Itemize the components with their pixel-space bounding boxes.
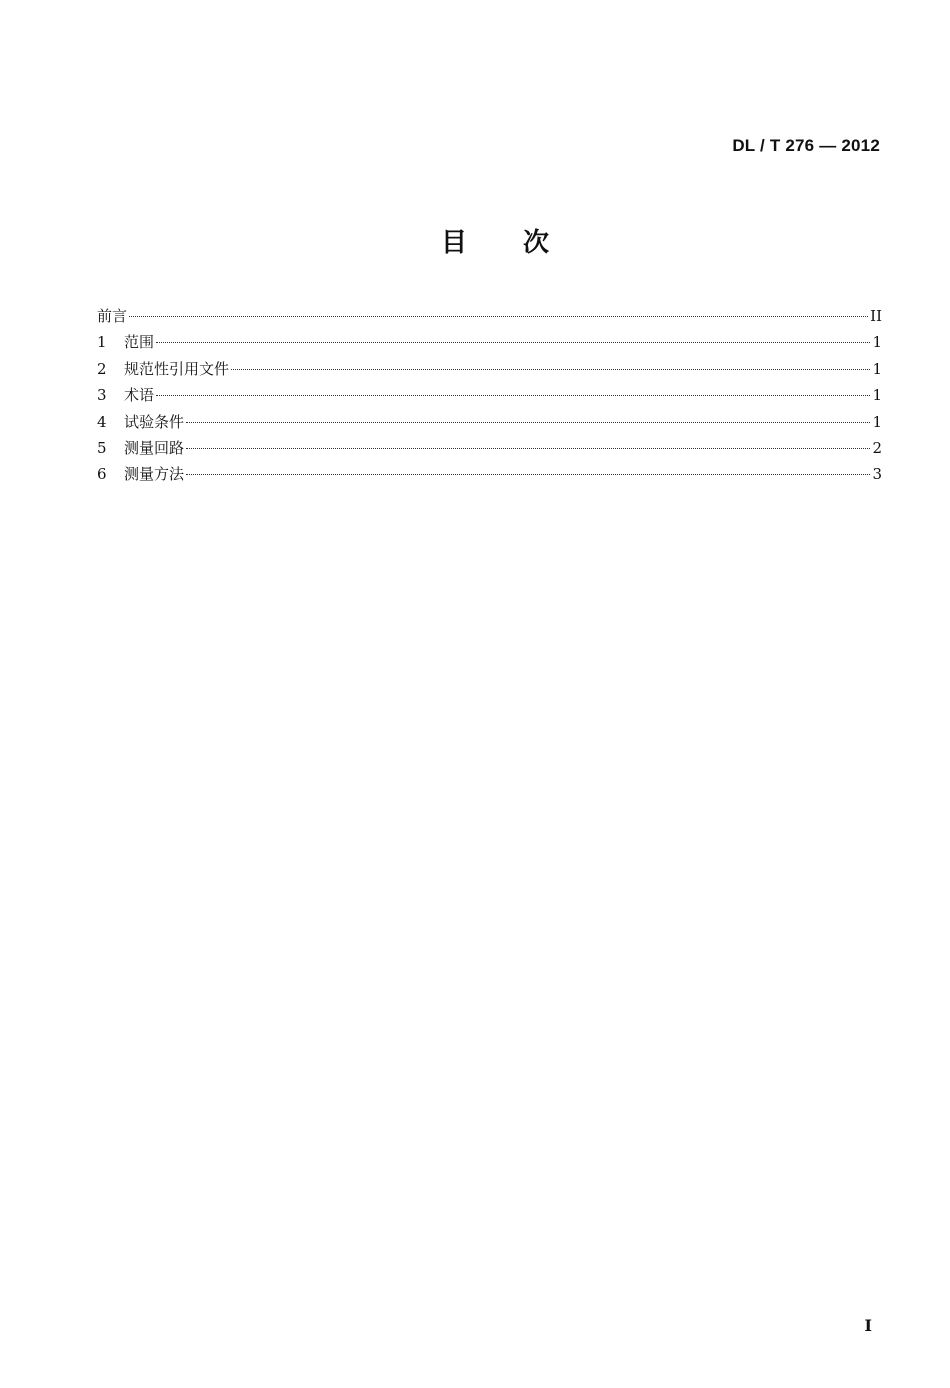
- toc-section-number: 6: [97, 465, 107, 484]
- toc-entry-measurement-circuit[interactable]: [97, 435, 882, 461]
- page-number: I: [864, 1316, 872, 1335]
- toc-entry-scope[interactable]: [97, 329, 882, 355]
- toc-section-number: 2: [97, 359, 107, 378]
- toc-leader-dots: [156, 395, 870, 396]
- toc-leader-dots: [186, 448, 870, 449]
- title-char-1: 目: [440, 228, 467, 258]
- toc-page-number: II: [870, 307, 882, 325]
- toc-section-number: 4: [97, 412, 107, 431]
- toc-section-number: 1: [97, 333, 107, 352]
- table-of-contents: [97, 303, 882, 488]
- toc-page-number: 1: [872, 333, 882, 352]
- toc-page-number: 1: [872, 386, 882, 405]
- toc-page-number: 3: [872, 465, 882, 484]
- toc-leader-dots: [129, 316, 868, 317]
- toc-leader-dots: [156, 342, 870, 343]
- toc-leader-dots: [186, 474, 870, 475]
- toc-leader-dots: [231, 369, 870, 370]
- toc-label: 测量方法: [124, 465, 185, 484]
- toc-page-number: 1: [872, 359, 882, 378]
- toc-label: 术语: [124, 386, 155, 405]
- standard-code: DL / T 276 — 2012: [732, 136, 880, 155]
- page-title: [0, 222, 950, 259]
- toc-entry-measurement-method[interactable]: [97, 461, 882, 487]
- toc-page-number: 1: [872, 412, 882, 431]
- toc-leader-dots: [186, 422, 870, 423]
- toc-label: 测量回路: [124, 438, 185, 457]
- toc-entry-terms[interactable]: [97, 382, 882, 408]
- toc-page-number: 2: [872, 438, 882, 457]
- toc-entry-foreword[interactable]: [97, 303, 882, 329]
- toc-label: 范围: [124, 333, 155, 352]
- toc-label: 规范性引用文件: [124, 359, 230, 378]
- toc-label: 试验条件: [124, 412, 185, 431]
- toc-section-number: 3: [97, 386, 107, 405]
- title-char-2: 次: [523, 228, 550, 258]
- toc-section-number: 5: [97, 438, 107, 457]
- toc-entry-normative-references[interactable]: [97, 356, 882, 382]
- toc-label: 前言: [97, 307, 128, 325]
- toc-entry-test-conditions[interactable]: [97, 409, 882, 435]
